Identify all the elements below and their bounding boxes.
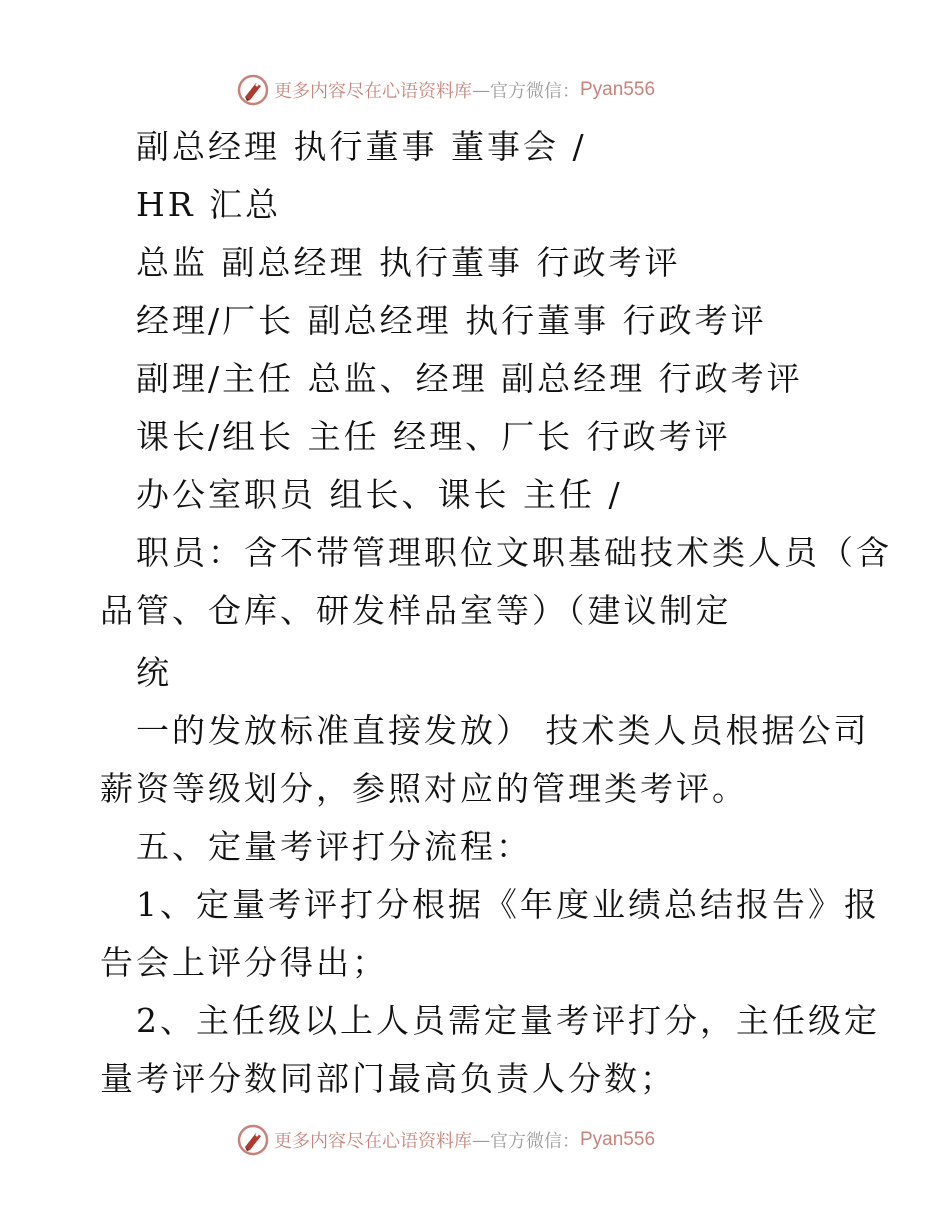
text-line: 副总经理 执行董事 董事会 /: [136, 127, 587, 166]
watermark-separator: —: [472, 1129, 490, 1151]
text-line: 一的发放标准直接发放） 技术类人员根据公司: [136, 711, 870, 750]
text-line: 办公室职员 组长、课长 主任 /: [136, 475, 623, 514]
text-line: 经理/厂长 副总经理 执行董事 行政考评: [136, 301, 767, 340]
text-line: 告会上评分得出；: [100, 943, 388, 982]
text-line: 课长/组长 主任 经理、厂长 行政考评: [136, 417, 731, 456]
watermark-text: 更多内容尽在心语资料库: [274, 1131, 472, 1152]
text-line: 统: [136, 653, 172, 692]
list-item: 1、定量考评打分根据《年度业绩总结报告》报: [136, 885, 880, 924]
watermark-wechat-id: Pyan556: [580, 1129, 656, 1150]
header-watermark: [236, 70, 655, 110]
watermark-wechat-label: 官方微信：: [490, 1131, 580, 1152]
text-line: HR 汇总: [136, 185, 282, 224]
pen-nib-logo-icon: [236, 1123, 270, 1157]
text-line: 薪资等级划分，参照对应的管理类考评。: [100, 769, 748, 808]
section-heading: 五、定量考评打分流程：: [136, 827, 532, 866]
list-item: 2、主任级以上人员需定量考评打分，主任级定: [136, 1001, 880, 1040]
footer-watermark: [236, 1120, 655, 1160]
text-line: 量考评分数同部门最高负责人分数；: [100, 1059, 676, 1098]
watermark-separator: —: [472, 79, 490, 101]
text-line: 总监 副总经理 执行董事 行政考评: [136, 243, 681, 282]
watermark-text: 更多内容尽在心语资料库: [274, 81, 472, 102]
text-line: 品管、仓库、研发样品室等）（建议制定: [100, 591, 732, 630]
watermark-wechat-label: 官方微信：: [490, 81, 580, 102]
watermark-wechat-id: Pyan556: [580, 79, 656, 100]
text-line: 副理/主任 总监、经理 副总经理 行政考评: [136, 359, 803, 398]
text-line: 职员：含不带管理职位文职基础技术类人员（含: [136, 533, 892, 572]
pen-nib-logo-icon: [236, 73, 270, 107]
